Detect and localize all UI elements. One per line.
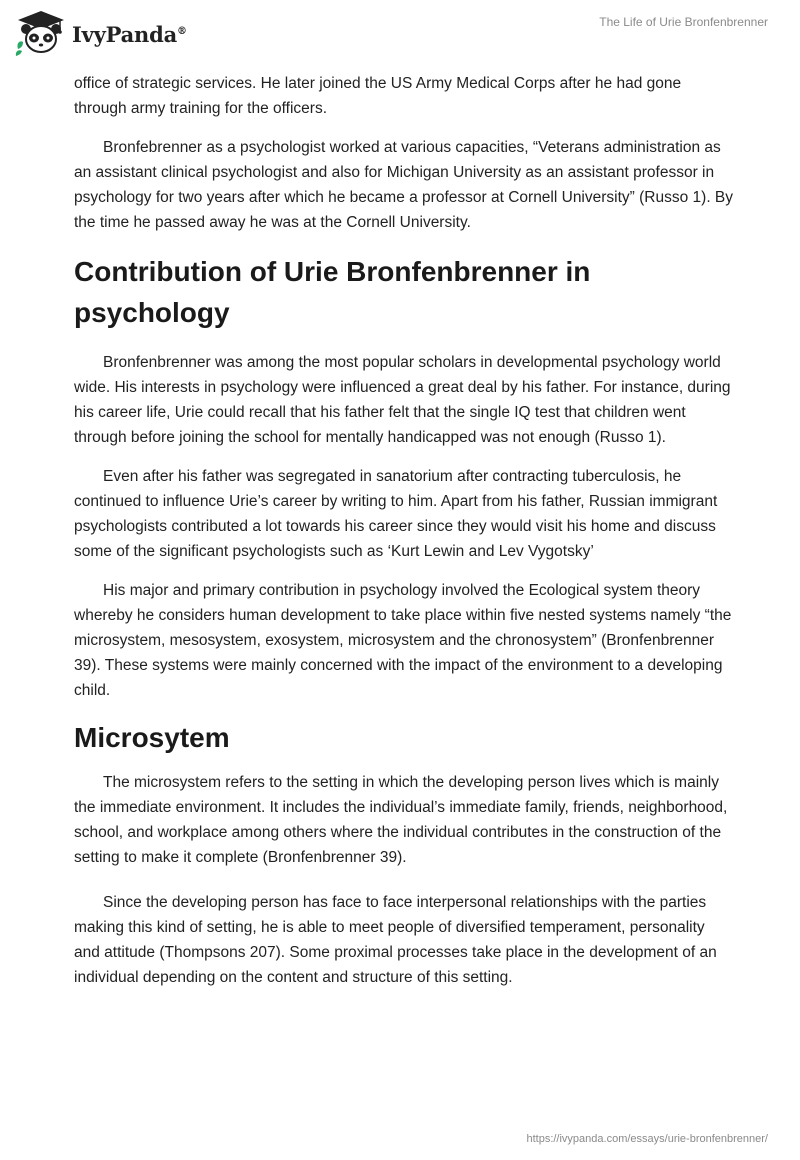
section-heading: Contribution of Urie Bronfenbrenner in psychology [74, 256, 591, 328]
paragraph: Bronfenbrenner was among the most popular scholars in developmental psychology world wide. His interests in psychology were influenced a great deal by his father. For instance, during his career life, Urie could recall that his father felt that the single IQ test that children went through before joining the school for mentally handicapped was not enough (Russo 1). [74, 354, 731, 446]
paragraph: office of strategic services. He later joined the US Army Medical Corps after he had gone through army training for the officers. [74, 75, 682, 117]
paragraph: Since the developing person has face to face interpersonal relationships with the parties making this kind of setting, he is able to meet people of diversified temperament, personality and attitude (Thompsons 207). Some proximal processes take place in the development of an individual depending on the content and structure of this setting. [74, 894, 717, 986]
paragraph: The microsystem refers to the setting in which the developing person lives which is mainly the immediate environment. It includes the individual’s immediate family, friends, neighborhood, school, and workplace among others where the individual contributes in the construction of the setting to make it complete (Bronfenbrenner 39). [74, 774, 728, 866]
ivypanda-logo[interactable] [14, 9, 187, 57]
section-heading: Microsytem [74, 722, 230, 753]
page-header [0, 0, 800, 70]
paragraph: Bronfebrenner as a psychologist worked at various capacities, “Veterans administration as an assistant clinical psychologist and also for Michigan University as an assistant professor in psychology for two years after which he became a professor at Cornell University” (Russo 1). By the time he passed away he was at the Cornell University. [74, 139, 734, 231]
brand-name: IvyPanda [72, 21, 178, 47]
panda-graduate-icon [14, 9, 68, 57]
document-title: The Life of Urie Bronfenbrenner [599, 15, 768, 29]
paragraph: His major and primary contribution in psychology involved the Ecological system theory whereby he considers human development to take place within five nested systems namely “the microsystem, mesosystem, exosystem, microsystem and the chronosystem” (Bronfenbrenner 39). These systems were mainly concerned with the impact of the environment to a developing child. [74, 582, 732, 699]
source-url[interactable]: https://ivypanda.com/essays/urie-bronfenbrenner/ [526, 1133, 768, 1145]
registered-mark: ® [177, 25, 187, 37]
paragraph: Even after his father was segregated in sanatorium after contracting tuberculosis, he continued to influence Urie’s career by writing to him. Apart from his father, Russian immigrant psychologists contributed a lot towards his career since they would visit his home and discuss some of the significant psychologists such as ‘Kurt Lewin and Lev Vygotsky’ [74, 468, 718, 560]
essay-body [74, 71, 734, 1004]
